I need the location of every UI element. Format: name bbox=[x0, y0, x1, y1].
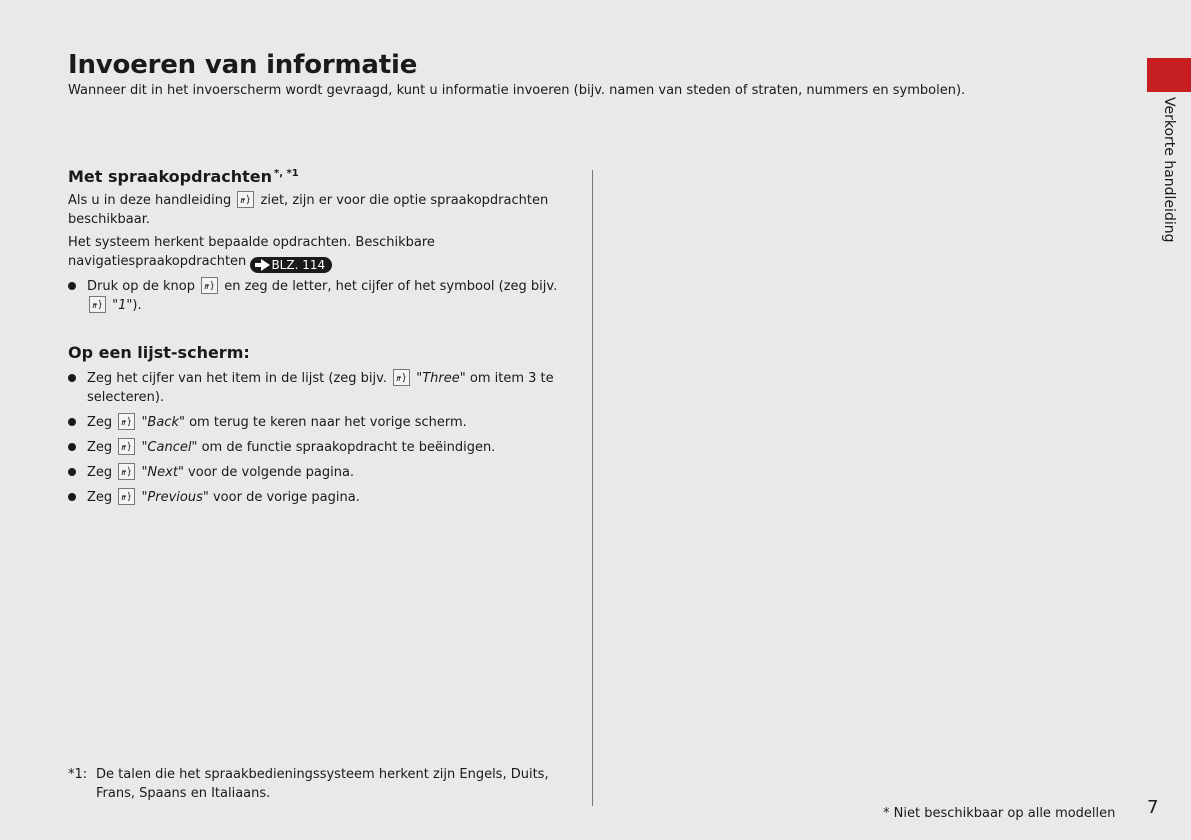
list-item bbox=[68, 413, 568, 432]
bullet-dot-icon bbox=[68, 282, 76, 290]
list-item-command: Cancel bbox=[147, 440, 192, 455]
list-item-rest: " om terug te keren naar het vorige scherm. bbox=[178, 415, 467, 430]
voice-bullet-example: 1 bbox=[118, 298, 127, 313]
voice-commands-heading-footnote: *, *1 bbox=[274, 168, 299, 179]
arrow-head-icon bbox=[261, 259, 270, 271]
list-item-command: Next bbox=[147, 465, 178, 480]
list-item-text: Zeg bbox=[87, 415, 113, 430]
voice-command-icon bbox=[237, 191, 254, 208]
voice-paragraph-1-start: Als u in deze handleiding bbox=[68, 193, 232, 208]
voice-paragraph-1-end: ziet, zijn er voor die optie spraakopdrachten beschikbaar. bbox=[68, 193, 549, 227]
voice-bullet bbox=[68, 277, 568, 315]
list-item bbox=[68, 438, 568, 457]
voice-paragraph-1 bbox=[68, 191, 568, 229]
voice-command-icon bbox=[118, 438, 135, 455]
list-item-quote-open: " bbox=[141, 490, 148, 505]
intro-text: Wanneer dit in het invoerscherm wordt gevraagd, kunt u informatie invoeren (bijv. namen van steden of straten, nummers en symbolen). bbox=[68, 83, 966, 98]
voice-command-icon bbox=[118, 488, 135, 505]
list-item-quote-open: " bbox=[416, 371, 423, 386]
voice-paragraph-2 bbox=[68, 233, 568, 273]
voice-command-icon bbox=[89, 296, 106, 313]
list-item-rest: " voor de vorige pagina. bbox=[202, 490, 360, 505]
list-item-quote-open: " bbox=[141, 465, 148, 480]
list-item-command: Three bbox=[422, 371, 460, 386]
footnote bbox=[68, 765, 578, 803]
voice-bullet-quote-close: "). bbox=[126, 298, 142, 313]
list-item-rest: " voor de volgende pagina. bbox=[177, 465, 355, 480]
section-tab-label: Verkorte handleiding bbox=[1161, 97, 1177, 243]
bullet-dot-icon bbox=[68, 493, 76, 501]
voice-bullet-quote-open: " bbox=[112, 298, 119, 313]
bullet-dot-icon bbox=[68, 468, 76, 476]
page-title: Invoeren van informatie bbox=[68, 50, 418, 80]
voice-command-icon bbox=[393, 369, 410, 386]
bullet-dot-icon bbox=[68, 443, 76, 451]
bullet-dot-icon bbox=[68, 418, 76, 426]
voice-command-icon bbox=[201, 277, 218, 294]
voice-bullet-middle: en zeg de letter, het cijfer of het symbool (zeg bijv. bbox=[224, 279, 558, 294]
list-item-command: Back bbox=[147, 415, 179, 430]
column-divider bbox=[592, 170, 593, 806]
list-item-text: Zeg bbox=[87, 490, 113, 505]
list-item-text: Zeg bbox=[87, 465, 113, 480]
list-item-rest: " om de functie spraakopdracht te beëindigen. bbox=[191, 440, 496, 455]
voice-commands-heading bbox=[68, 167, 299, 186]
list-item-command: Previous bbox=[147, 490, 203, 505]
list-item bbox=[68, 463, 568, 482]
page-reference-link[interactable] bbox=[250, 257, 332, 273]
page-number: 7 bbox=[1147, 797, 1159, 818]
list-item bbox=[68, 369, 568, 407]
list-screen-heading: Op een lijst-scherm: bbox=[68, 343, 250, 362]
list-item-quote-open: " bbox=[141, 415, 148, 430]
voice-paragraph-2-text: Het systeem herkent bepaalde opdrachten. Beschikbare navigatiespraakopdrachten bbox=[68, 235, 435, 269]
list-item-rest: " om item 3 te selecteren). bbox=[87, 371, 554, 405]
list-item bbox=[68, 488, 568, 507]
voice-command-icon bbox=[118, 463, 135, 480]
page-reference-label: BLZ. 114 bbox=[271, 257, 326, 272]
section-tab-marker bbox=[1147, 58, 1191, 92]
voice-commands-heading-text: Met spraakopdrachten bbox=[68, 167, 273, 186]
voice-bullet-start: Druk op de knop bbox=[87, 279, 195, 294]
bullet-dot-icon bbox=[68, 374, 76, 382]
footnote-text: De talen die het spraakbedieningssysteem herkent zijn Engels, Duits, Frans, Spaans en Italiaans. bbox=[96, 767, 549, 801]
list-item-text: Zeg het cijfer van het item in de lijst (zeg bijv. bbox=[87, 371, 387, 386]
availability-note: * Niet beschikbaar op alle modellen bbox=[883, 806, 1116, 821]
voice-command-icon bbox=[118, 413, 135, 430]
footnote-mark: *1: bbox=[68, 767, 88, 782]
list-item-quote-open: " bbox=[141, 440, 148, 455]
list-item-text: Zeg bbox=[87, 440, 113, 455]
